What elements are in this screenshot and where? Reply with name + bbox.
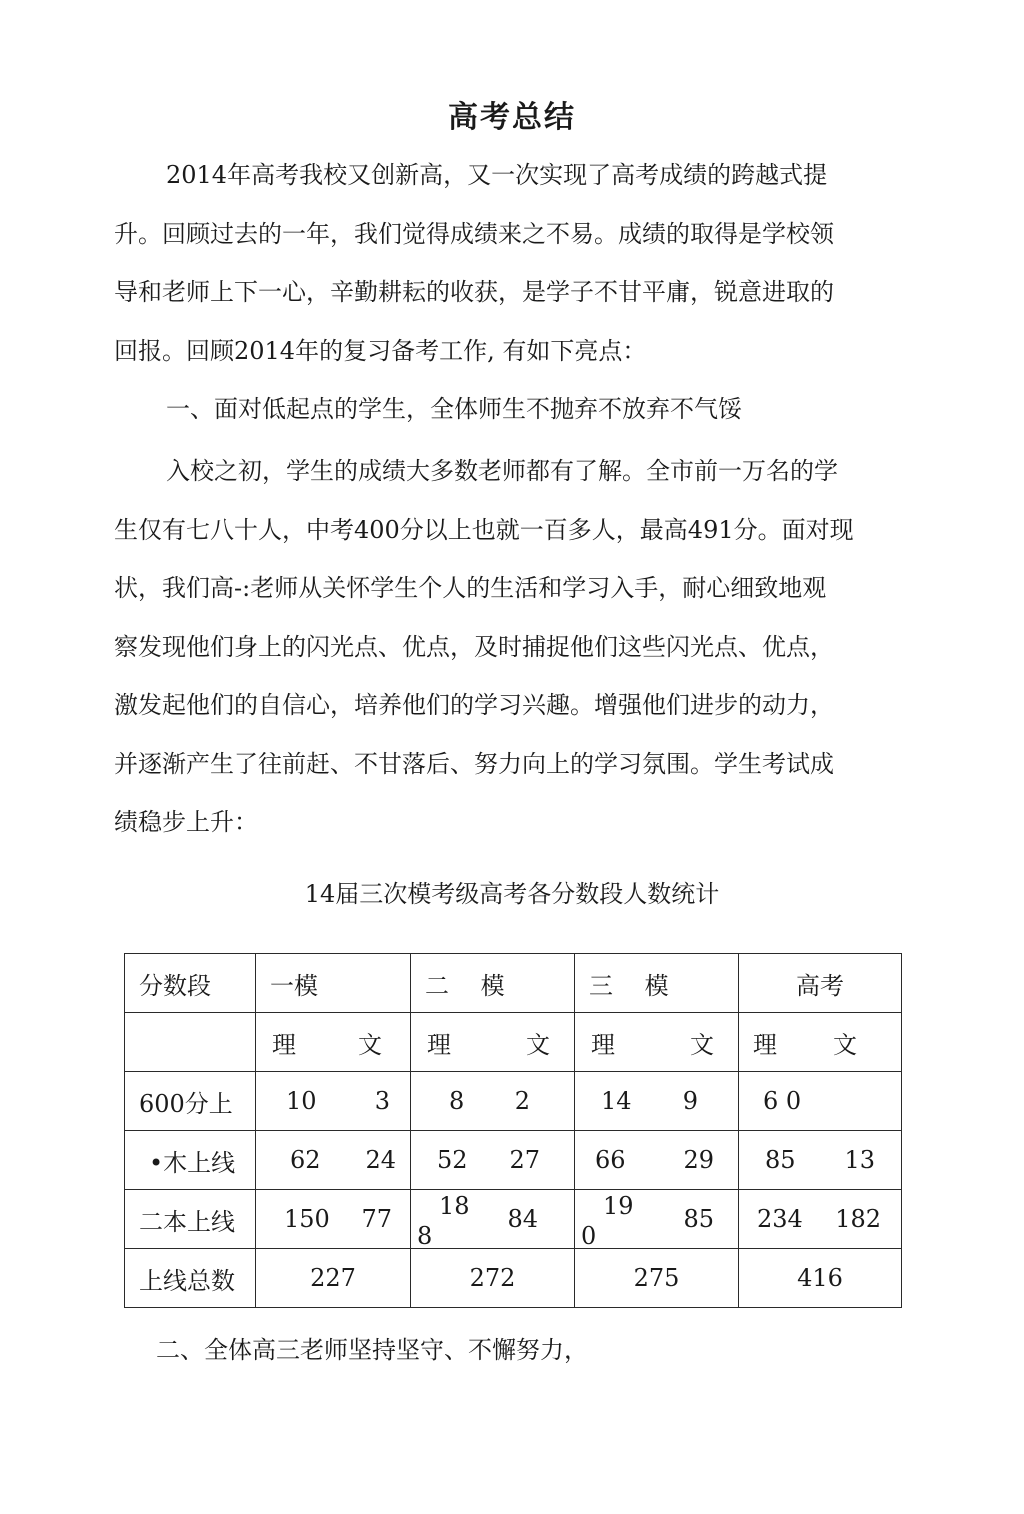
cell-value: 182 [835, 1205, 881, 1233]
cell-value: 272 [411, 1249, 575, 1308]
cell-value: 84 [507, 1205, 538, 1233]
cell-value: 275 [575, 1249, 739, 1308]
page-title: 高考总结 [448, 100, 576, 135]
subheader-li: 理 [427, 1030, 451, 1059]
table-row [125, 1131, 902, 1190]
paragraph-line: 回报。回顾2014年的复习备考工作, 有如下亮点： [114, 336, 647, 365]
cell-value: 2 [514, 1087, 530, 1115]
table-cell [411, 1131, 575, 1190]
cell-value: 19 [603, 1192, 634, 1220]
row-label: 600分上 [125, 1072, 256, 1131]
paragraph-line: 绩稳步上升： [114, 808, 258, 836]
cell-value: 62 [290, 1146, 321, 1174]
paragraph-line: 升。回顾过去的一年，我们觉得成绩来之不易。成绩的取得是学校领 [114, 219, 834, 248]
table-cell [739, 1072, 902, 1131]
table-cell [411, 1190, 575, 1249]
table-cell [739, 1131, 902, 1190]
section1-heading-block [114, 380, 904, 439]
table-cell [739, 1190, 902, 1249]
cell-value: 66 [595, 1146, 626, 1174]
table-cell [575, 1190, 739, 1249]
table-cell [256, 1190, 411, 1249]
table-cell [739, 1013, 902, 1072]
header-exam-2: 二 模 [411, 954, 575, 1013]
header-gaokao: 高考 [739, 954, 902, 1013]
subheader-wen: 文 [526, 1030, 550, 1059]
paragraph-line: 导和老师上下一心，辛勤耕耘的收获，是学子不甘平庸，锐意进取的 [114, 278, 834, 306]
cell-value: 0 [581, 1222, 597, 1250]
cell-value: 85 [683, 1205, 714, 1233]
cell-value: 24 [365, 1146, 396, 1174]
cell-value: 6 0 [763, 1087, 802, 1115]
section-heading: 二、全体高三老师坚持坚守、不懈努力， [156, 1336, 588, 1364]
intro-paragraph [114, 146, 904, 380]
table-cell [411, 1072, 575, 1131]
cell-value: 85 [765, 1146, 796, 1174]
cell-value: 227 [256, 1249, 411, 1308]
table-cell [256, 1131, 411, 1190]
subheader-wen: 文 [690, 1030, 714, 1059]
cell-value: 9 [682, 1087, 698, 1115]
subheader-li: 理 [591, 1030, 615, 1059]
paragraph-line: 并逐渐产生了往前赶、不甘落后、努力向上的学习氛围。学生考试成 [114, 749, 834, 778]
table-cell [256, 1013, 411, 1072]
paragraph-line: 状，我们高-:老师从关怀学生个人的生活和学习入手，耐心细致地观 [114, 574, 827, 602]
subheader-wen: 文 [358, 1030, 382, 1059]
cell-value: 14 [601, 1087, 632, 1115]
section-heading: 一、面对低起点的学生，全体师生不抛弃不放弃不气馁 [166, 395, 742, 423]
table-cell [575, 1013, 739, 1072]
table-row [125, 1249, 902, 1308]
subheader-li: 理 [753, 1030, 777, 1059]
table-row [125, 1190, 902, 1249]
table-row [125, 1072, 902, 1131]
header-score-range: 分数段 [125, 954, 256, 1013]
row-label: 上线总数 [125, 1249, 256, 1308]
cell-value: 416 [739, 1249, 902, 1308]
cell-value: 8 [449, 1087, 465, 1115]
table-cell [575, 1072, 739, 1131]
header-exam-3: 三 模 [575, 954, 739, 1013]
subheader-li: 理 [272, 1030, 296, 1059]
cell-value: 77 [361, 1205, 392, 1233]
cell-value: 8 [417, 1222, 433, 1250]
cell-value: 234 [757, 1205, 803, 1233]
cell-value: 52 [437, 1146, 468, 1174]
table-header-row [125, 954, 902, 1013]
cell-value: 18 [439, 1192, 470, 1220]
table-caption: 14届三次模考级高考各分数段人数统计 [304, 880, 720, 908]
cell-value: 10 [286, 1087, 317, 1115]
table-subheader-row [125, 1013, 902, 1072]
table-cell [575, 1131, 739, 1190]
paragraph-line: 察发现他们身上的闪光点、优点，及时捕捉他们这些闪光点、优点， [114, 632, 834, 661]
row-label: 二本上线 [125, 1190, 256, 1249]
row-label: •木上线 [125, 1131, 256, 1190]
cell-value: 13 [844, 1146, 875, 1174]
subheader-wen: 文 [833, 1030, 857, 1059]
table-cell-empty [125, 1013, 256, 1072]
paragraph-line: 生仅有七八十人，中考400分以上也就一百多人，最高491分。面对现 [114, 515, 854, 544]
paragraph-line: 入校之初，学生的成绩大多数老师都有了解。全市前一万名的学 [166, 457, 838, 485]
section1-paragraph [114, 442, 904, 852]
paragraph-line: 激发起他们的自信心，培养他们的学习兴趣。增强他们进步的动力， [114, 691, 834, 719]
cell-value: 27 [509, 1146, 540, 1174]
score-statistics-table [124, 953, 902, 1308]
table-cell [411, 1013, 575, 1072]
cell-value: 150 [284, 1205, 330, 1233]
header-exam-1: 一模 [256, 954, 411, 1013]
paragraph-line: 2014年高考我校又创新高，又一次实现了高考成绩的跨越式提 [166, 161, 828, 189]
cell-value: 29 [683, 1146, 714, 1174]
table-cell [256, 1072, 411, 1131]
cell-value: 3 [374, 1087, 390, 1115]
